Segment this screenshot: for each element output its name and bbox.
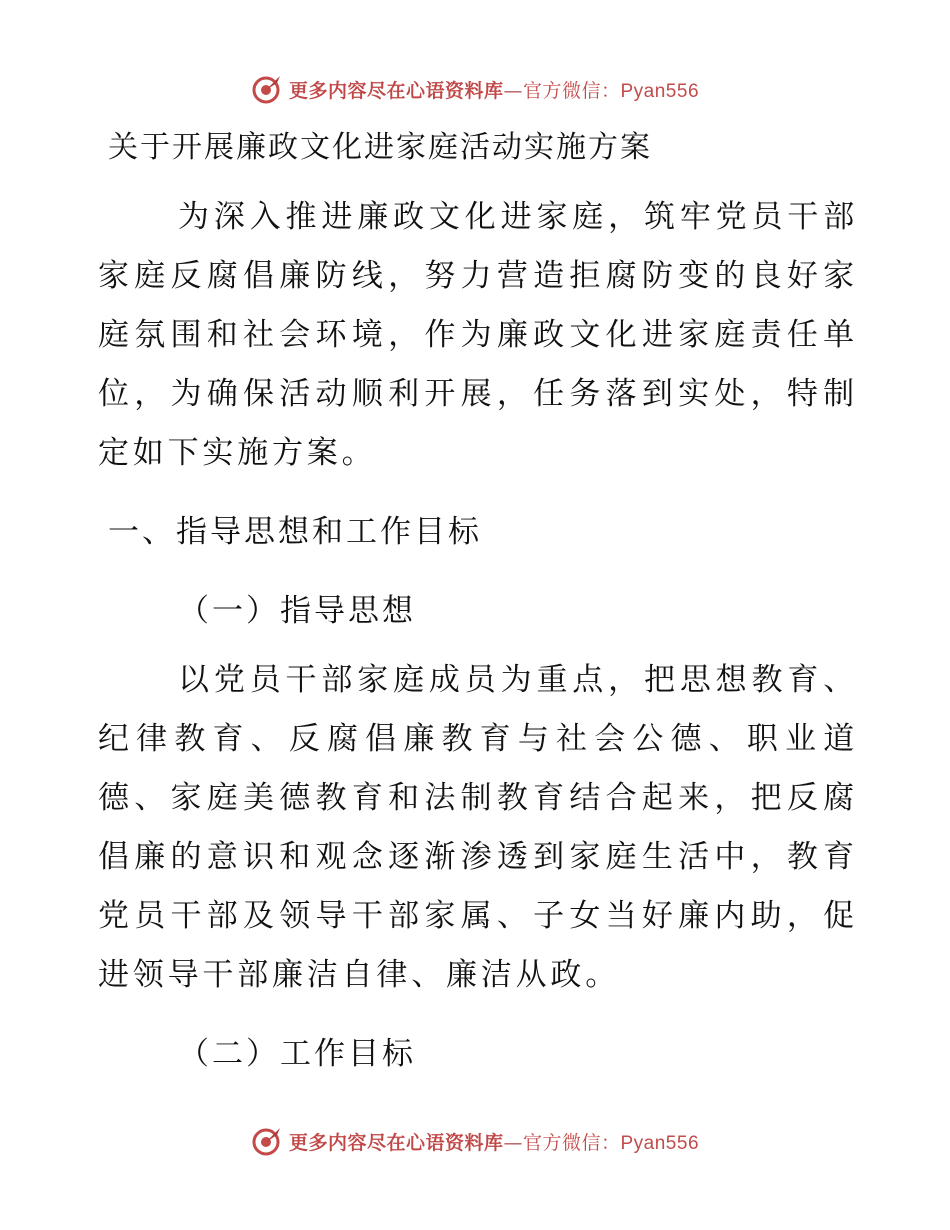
watermark-wechat-id: Pyan556 (620, 80, 700, 102)
watermark-label: 官方微信： (522, 79, 621, 102)
header-watermark (0, 72, 950, 106)
watermark-text (289, 1128, 699, 1155)
quill-logo-icon (251, 1125, 283, 1157)
watermark-brand: 更多内容尽在心语资料库 (288, 1131, 504, 1154)
section-heading-1: 一、指导思想和工作目标 (108, 514, 482, 550)
watermark-text (289, 76, 699, 103)
subsection-1-paragraph: 以党员干部家庭成员为重点，把思想教育、纪律教育、反腐倡廉教育与社会公德、职业道德、家庭美德教育和法制教育结合起来，把反腐倡廉的意识和观念逐渐渗透到家庭生活中，教育党员干部及领导干部家属、子女当好廉内助，促进领导干部廉洁自律、廉洁从政。 (98, 662, 858, 993)
intro-paragraph: 为深入推进廉政文化进家庭，筑牢党员干部家庭反腐倡廉防线，努力营造拒腐防变的良好家庭氛围和社会环境，作为廉政文化进家庭责任单位，为确保活动顺利开展，任务落到实处，特制定如下实施方案。 (98, 199, 858, 471)
subsection-heading-1: （一）指导思想 (178, 593, 416, 629)
footer-watermark (0, 1124, 950, 1158)
watermark-separator: — (503, 1131, 523, 1154)
watermark-wechat-id: Pyan556 (620, 1132, 700, 1154)
watermark-brand: 更多内容尽在心语资料库 (288, 79, 504, 102)
subsection-heading-2: （二）工作目标 (178, 1036, 416, 1072)
document-body (98, 118, 858, 1084)
watermark-separator: — (503, 79, 523, 102)
quill-logo-icon (251, 73, 283, 105)
watermark-label: 官方微信： (522, 1131, 621, 1154)
document-title: 关于开展廉政文化进家庭活动实施方案 (108, 130, 652, 165)
